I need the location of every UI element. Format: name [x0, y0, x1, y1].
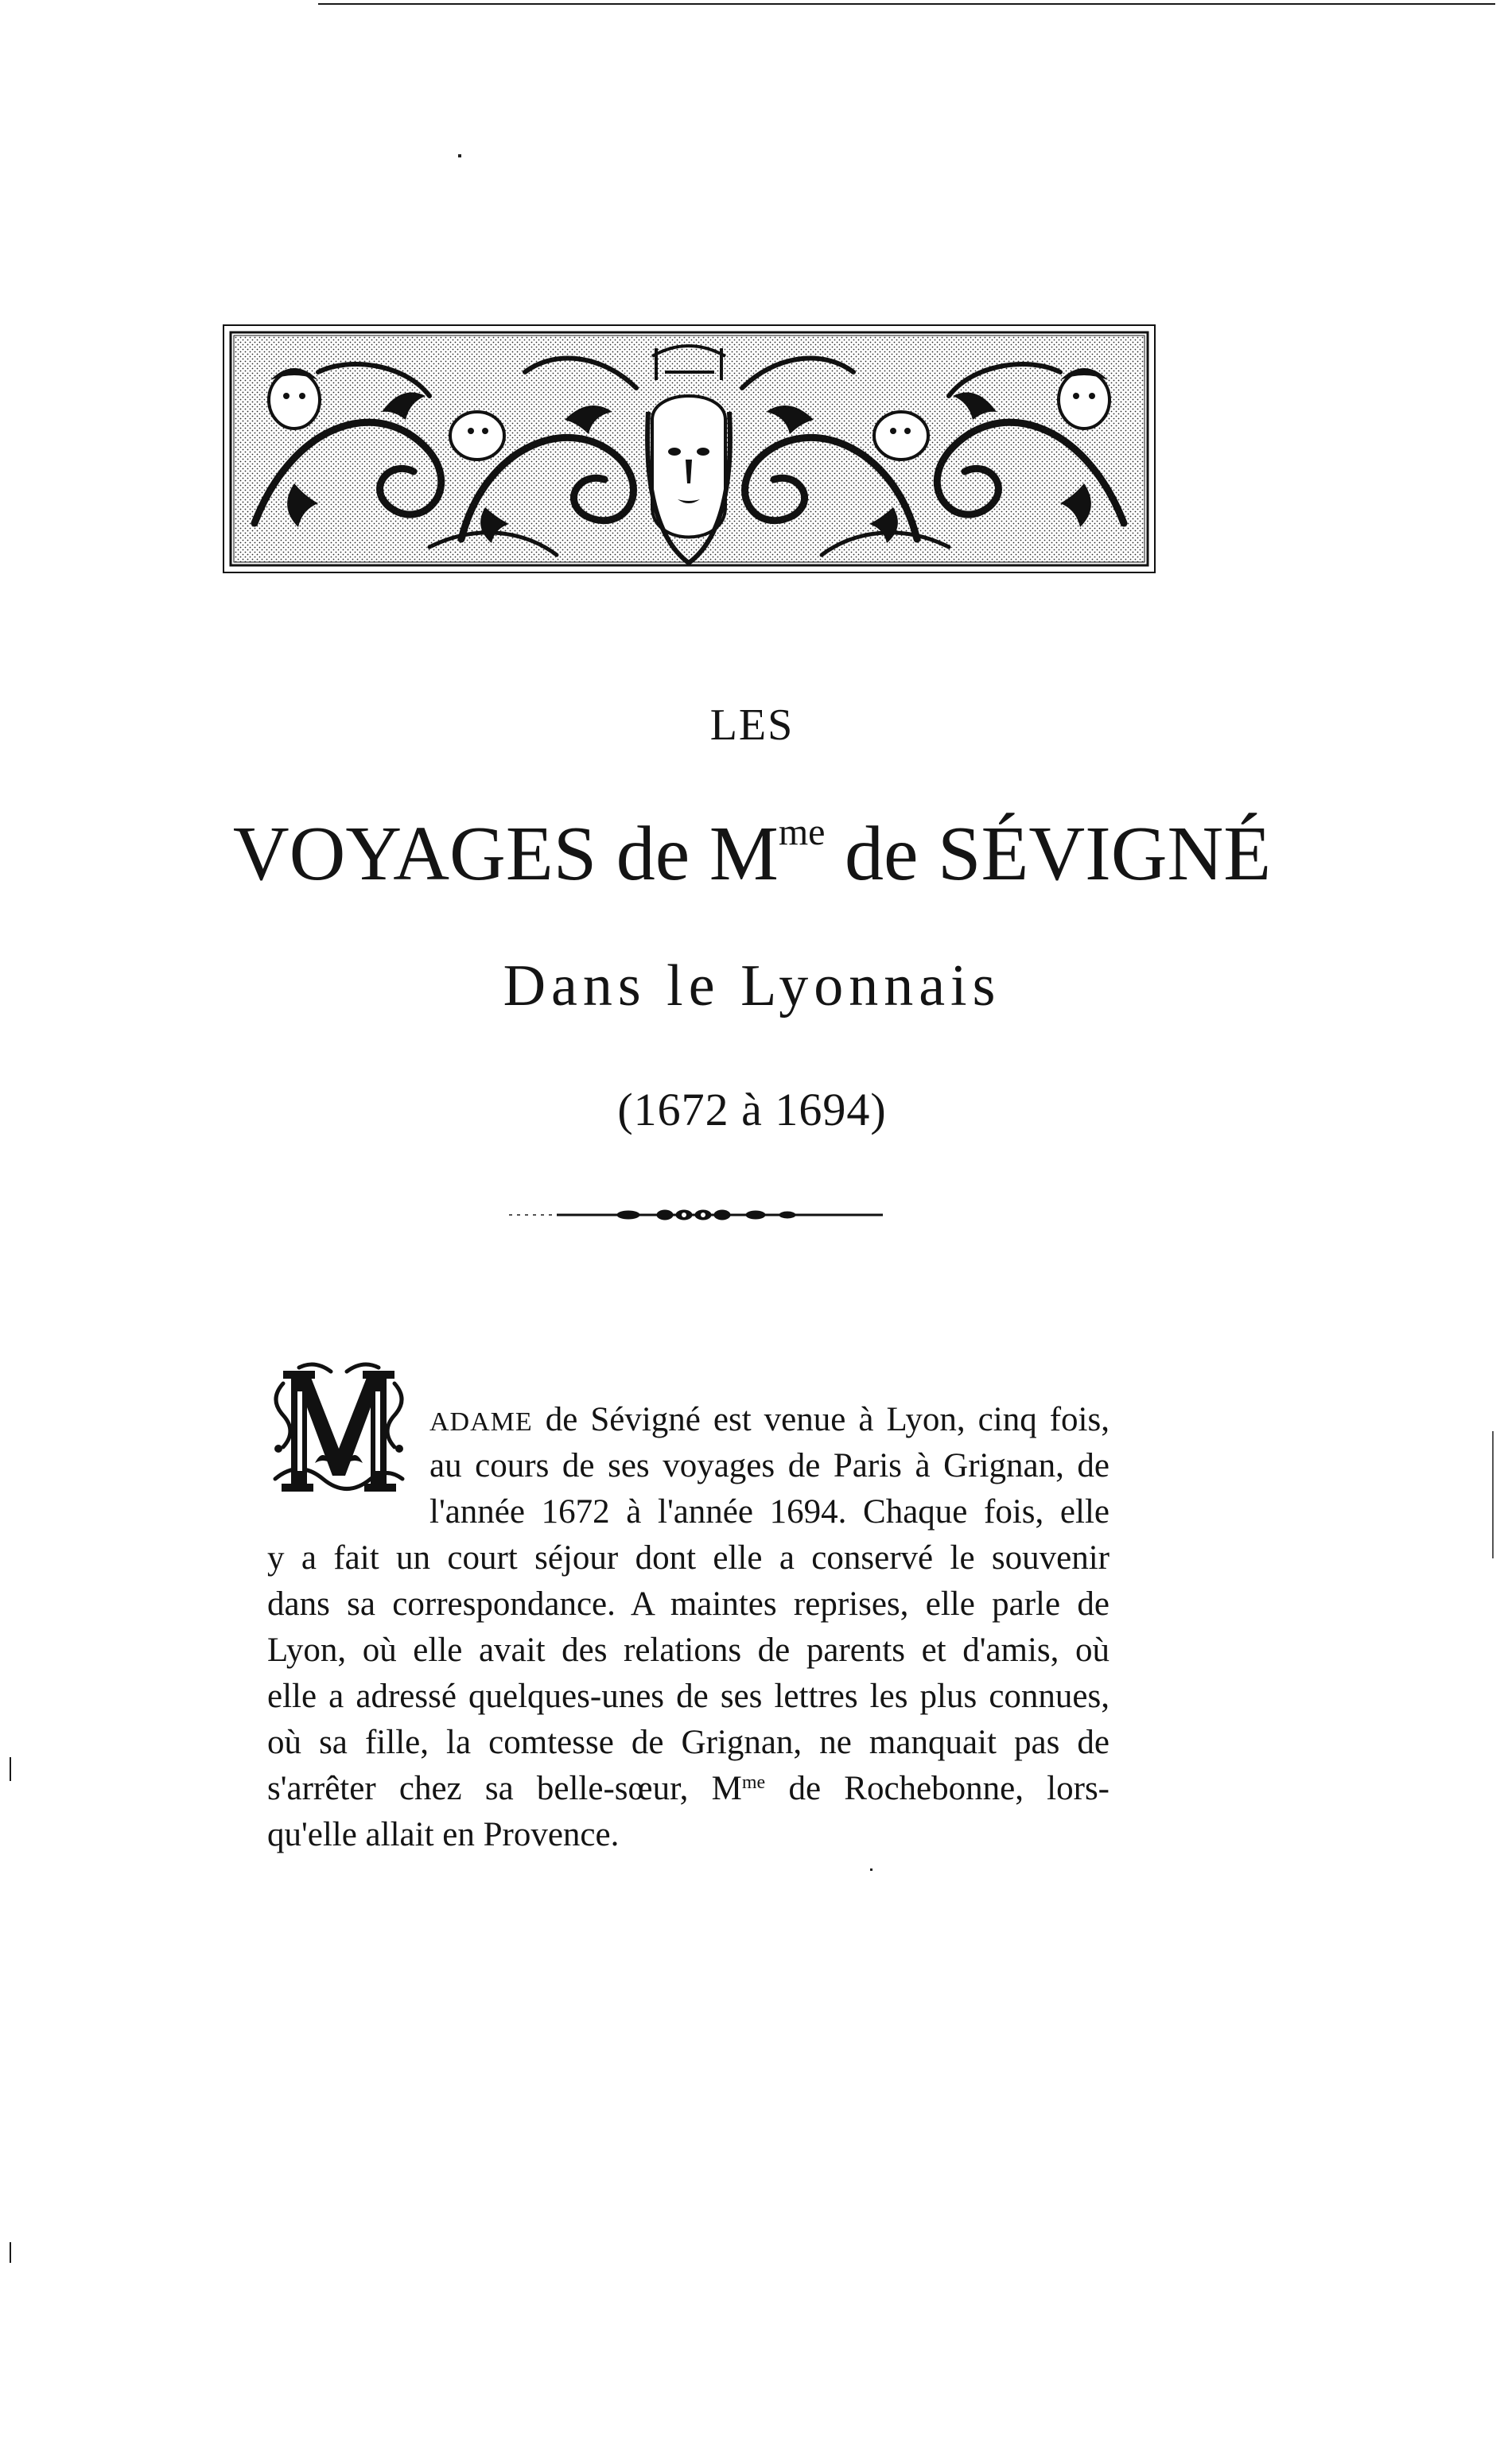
main-title: [0, 809, 1504, 898]
fleuron-separator: [509, 1205, 883, 1225]
scan-fleck: [458, 154, 461, 157]
body-line-7: elle a adressé quelques-unes de ses lettres les plus connues,: [267, 1678, 1110, 1715]
body-line-8: où sa fille, la comtesse de Grignan, ne manquait pas de: [267, 1724, 1110, 1761]
body-line-6: Lyon, où elle avait des relations de parents et d'amis, où: [267, 1632, 1110, 1669]
body-line-10: qu'elle allait en Provence.: [267, 1816, 620, 1853]
body-line-3: l'année 1672 à l'année 1694. Chaque fois, elle: [429, 1493, 1110, 1531]
body-line-9: [267, 1767, 1110, 1816]
scan-top-rule: [318, 3, 1495, 5]
scan-right-mark: [1492, 1431, 1494, 1558]
body-line-9-part-2: de Rochebonne, lors-: [765, 1770, 1110, 1807]
scan-left-mark: [10, 1757, 11, 1781]
drop-cap: [267, 1360, 410, 1503]
title-les: LES: [709, 700, 795, 750]
body-line-9-part-1: s'arrêter chez sa belle-sœur, M: [267, 1770, 742, 1807]
body-line-1: [429, 1398, 1110, 1445]
separator-svg: [509, 1205, 883, 1225]
scan-fleck: [870, 1868, 872, 1871]
body-line-5: dans sa correspondance. A maintes reprises, elle parle de: [267, 1585, 1110, 1623]
body-line-9-superscript: me: [741, 1772, 766, 1793]
main-title-part-1: VOYAGES de M: [232, 811, 779, 897]
main-title-superscript: me: [778, 811, 826, 853]
opening-smallcaps: ADAME: [429, 1407, 533, 1437]
body-line-4: y a fait un court séjour dont elle a conservé le souvenir: [267, 1539, 1110, 1577]
drop-cap-svg: [267, 1360, 410, 1503]
date-range: (1672 à 1694): [617, 1084, 887, 1135]
subtitle: Dans le Lyonnais: [503, 953, 1001, 1019]
main-title-part-2: de SÉVIGNÉ: [825, 811, 1272, 897]
headpiece-svg: [223, 324, 1156, 573]
ornamental-headpiece: [223, 324, 1156, 573]
body-line-1-text: de Sévigné est venue à Lyon, cinq fois,: [532, 1401, 1110, 1438]
scan-left-mark: [10, 2242, 11, 2263]
body-line-2: au cours de ses voyages de Paris à Grignan, de: [429, 1447, 1110, 1484]
